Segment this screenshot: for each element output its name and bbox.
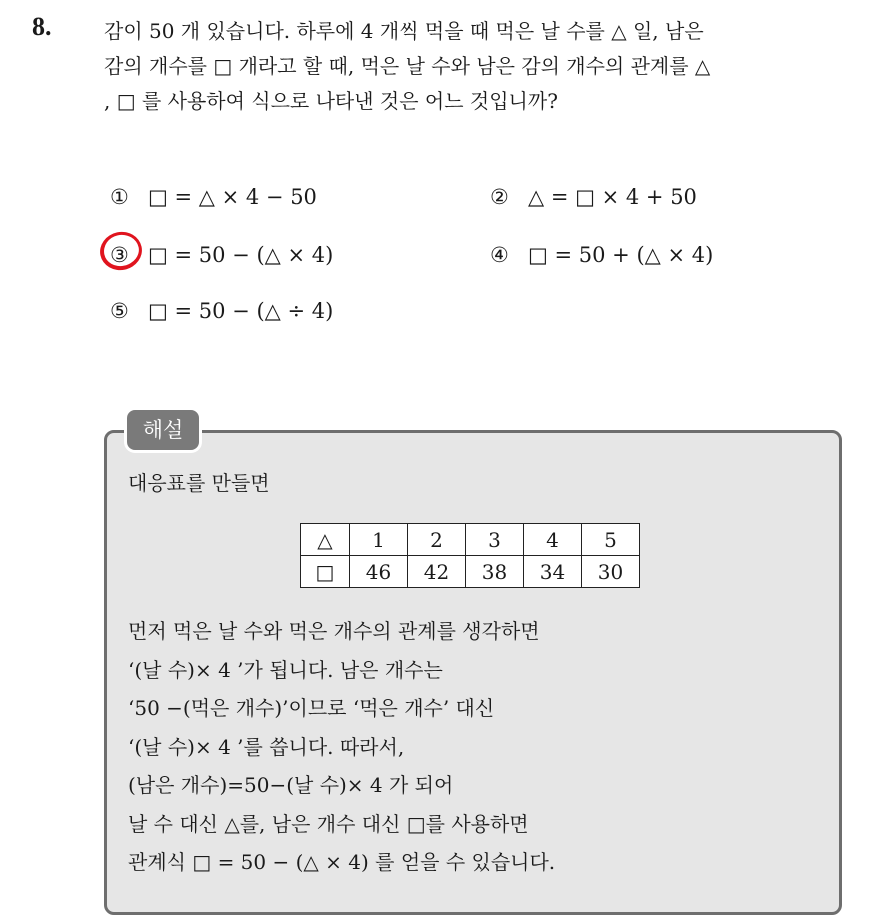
explanation-tag: 해설 (127, 410, 199, 450)
question-number: 8. (32, 12, 52, 41)
option-number: ② (490, 185, 509, 209)
option-4[interactable] (490, 240, 713, 270)
option-text: △ = □ × 4 + 50 (528, 185, 697, 209)
table-cell: 42 (408, 556, 466, 588)
option-text: □ = 50 − (△ × 4) (148, 243, 334, 267)
table-row (301, 524, 640, 556)
table-cell: 3 (466, 524, 524, 556)
table-cell: 30 (582, 556, 640, 588)
option-text: □ = 50 + (△ × 4) (528, 243, 714, 267)
option-number: ⑤ (110, 299, 129, 323)
table-cell: 34 (524, 556, 582, 588)
question-line: , □ 를 사용하여 식으로 나타낸 것은 어느 것입니까? (104, 89, 558, 113)
explanation-line: 먼저 먹은 날 수와 먹은 개수의 관계를 생각하면 (128, 619, 540, 643)
table-cell: 46 (350, 556, 408, 588)
option-1[interactable] (110, 182, 317, 212)
explanation-line: ‘(날 수)× 4 ’가 됩니다. 남은 개수는 (128, 657, 443, 682)
correspondence-table (300, 523, 640, 588)
table-cell: 2 (408, 524, 466, 556)
explanation-line: 날 수 대신 △를, 남은 개수 대신 □를 사용하면 (128, 811, 529, 836)
option-3[interactable] (110, 240, 333, 270)
explanation-line: ‘(날 수)× 4 ’를 씁니다. 따라서, (128, 734, 405, 759)
explanation-line: ‘50 −(먹은 개수)’이므로 ‘먹은 개수’ 대신 (128, 696, 495, 720)
option-text: □ = △ × 4 − 50 (148, 185, 317, 209)
option-text: □ = 50 − (△ ÷ 4) (148, 299, 334, 323)
row-header-square: □ (301, 556, 350, 588)
question-text (104, 14, 864, 119)
explanation-intro: 대응표를 만들면 (128, 471, 270, 495)
option-2[interactable] (490, 182, 697, 212)
option-number: ① (110, 185, 129, 209)
row-header-triangle: △ (301, 524, 350, 556)
explanation-line: 관계식 □ = 50 − (△ × 4) 를 얻을 수 있습니다. (128, 850, 556, 874)
option-number: ③ (110, 243, 129, 267)
question-line: 감의 개수를 □ 개라고 할 때, 먹은 날 수와 남은 감의 개수의 관계를 △ (104, 54, 711, 78)
explanation-line: (남은 개수)=50−(날 수)× 4 가 되어 (128, 773, 454, 797)
table-cell: 1 (350, 524, 408, 556)
question-line: 감이 50 개 있습니다. 하루에 4 개씩 먹을 때 먹은 날 수를 △ 일, 남은 (104, 19, 704, 43)
table-row (301, 556, 640, 588)
option-5[interactable] (110, 296, 333, 326)
option-number: ④ (490, 243, 509, 267)
table-cell: 4 (524, 524, 582, 556)
table-cell: 5 (582, 524, 640, 556)
table-cell: 38 (466, 556, 524, 588)
explanation-text (128, 612, 828, 882)
